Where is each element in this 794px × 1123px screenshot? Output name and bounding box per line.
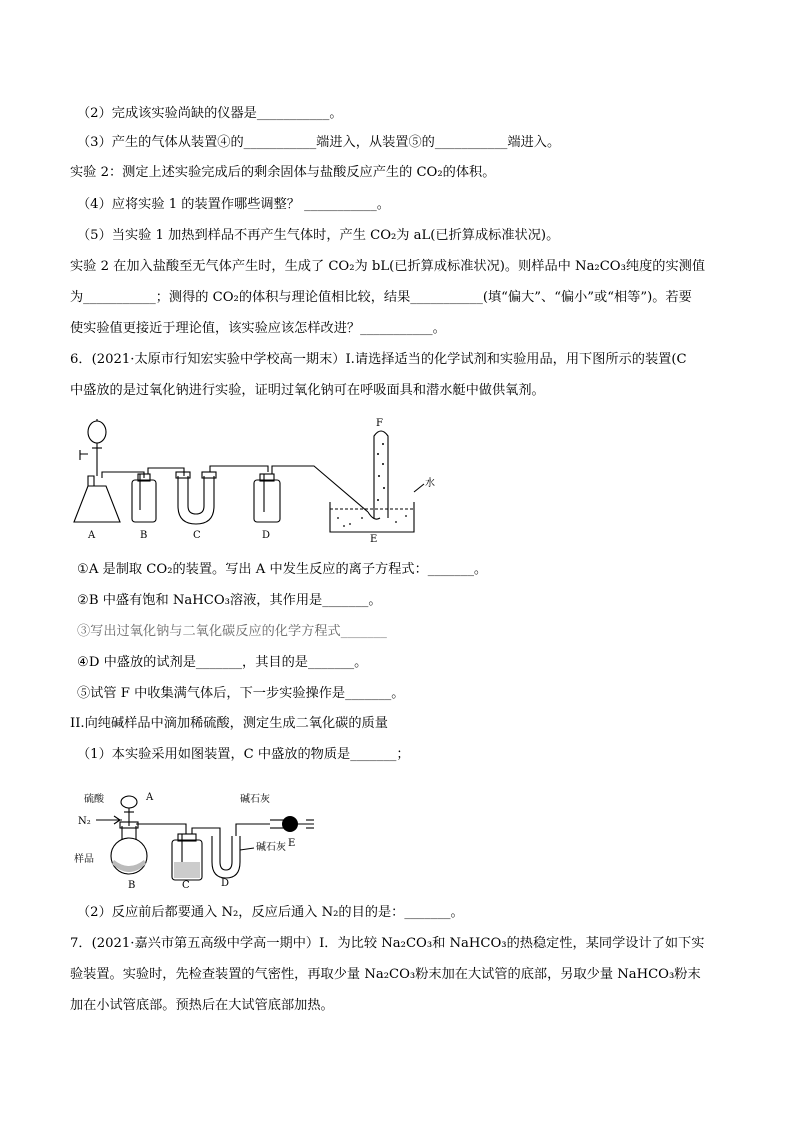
- paragraph-line: 使实验值更接近于理论值，该实验应该怎样改进？___________。: [70, 321, 446, 336]
- apparatus-diagram-1: [68, 414, 448, 544]
- problem-7-text: 加在小试管底部。预热后在大试管底部加热。: [70, 998, 334, 1013]
- question-3-text: （3）产生的气体从装置④的___________端进入，从装置⑤的___________端进入。: [77, 135, 561, 150]
- label-f: F: [376, 418, 383, 429]
- label-e: E: [370, 534, 378, 544]
- question-2-text: （2）完成该实验尚缺的仪器是___________。: [77, 106, 343, 121]
- problem-7-heading: 7．(2021·嘉兴市第五高级中学高一期中）I．为比较 Na₂CO₃和 NaHCO₃的热稳定性，某同学设计了如下实: [70, 936, 705, 951]
- problem-6-text: 中盛放的是过氧化钠进行实验，证明过氧化钠可在呼吸面具和潜水艇中做供氧剂。: [70, 383, 545, 398]
- label-b: B: [128, 880, 136, 890]
- item-2-text: ②B 中盛有饱和 NaHCO₃溶液，其作用是_______。: [77, 593, 382, 608]
- label-a: A: [88, 530, 96, 541]
- label-e: E: [288, 838, 296, 849]
- item-3-text: ③写出过氧化钠与二氧化碳反应的化学方程式_______: [77, 624, 387, 639]
- question-4-text: （4）应将实验 1 的装置作哪些调整？ ___________。: [77, 197, 390, 212]
- paragraph-line: 实验 2 在加入盐酸至无气体产生时，生成了 CO₂为 bL(已折算成标准状况)。则样品中 Na₂CO₃纯度的实测值: [70, 259, 706, 274]
- item-1-text: ①A 是制取 CO₂的装置。写出 A 中发生反应的离子方程式：_______。: [77, 562, 488, 577]
- part-2-heading: II.向纯碱样品中滴加稀硫酸，测定生成二氧化碳的质量: [70, 716, 388, 731]
- label-soda-lime-d: 碱石灰: [256, 842, 286, 853]
- label-n2: N₂: [78, 816, 91, 827]
- label-a: A: [146, 792, 154, 803]
- part-2-question-2: （2）反应前后都要通入 N₂，反应后通入 N₂的目的是：_______。: [77, 905, 464, 920]
- label-water: 水: [425, 478, 435, 489]
- label-c: C: [193, 530, 201, 541]
- label-d: D: [262, 530, 271, 541]
- problem-7-text: 验装置。实验时，先检查装置的气密性，再取少量 Na₂CO₃粉末加在大试管的底部，另取少量 NaHCO₃粉末: [70, 967, 701, 982]
- question-5-text: （5）当实验 1 加热到样品不再产生气体时，产生 CO₂为 aL(已折算成标准状况)。: [77, 228, 560, 243]
- label-sulfuric-acid: 硫酸: [84, 794, 104, 805]
- label-soda-lime-e: 碱石灰: [240, 794, 270, 805]
- label-sample: 样品: [74, 854, 94, 865]
- item-4-text: ④D 中盛放的试剂是_______，其目的是_______。: [77, 655, 368, 670]
- item-5-text: ⑤试管 F 中收集满气体后，下一步实验操作是_______。: [77, 686, 405, 701]
- label-b: B: [140, 530, 148, 541]
- part-2-question-1: （1）本实验采用如图装置，C 中盛放的物质是_______；: [77, 747, 410, 762]
- experiment-2-heading: 实验 2：测定上述实验完成后的剩余固体与盐酸反应产生的 CO₂的体积。: [70, 165, 496, 180]
- problem-6-heading: 6．(2021·太原市行知宏实验中学校高一期末）I.请选择适当的化学试剂和实验用品，用下图所示的装置(C: [70, 352, 687, 367]
- apparatus-diagram-2: [74, 780, 334, 890]
- label-c: C: [182, 880, 190, 890]
- paragraph-line: 为___________；测得的 CO₂的体积与理论值相比较，结果___________(填“偏大”、“偏小”或“相等”)。若要: [70, 290, 692, 305]
- label-d: D: [221, 878, 230, 889]
